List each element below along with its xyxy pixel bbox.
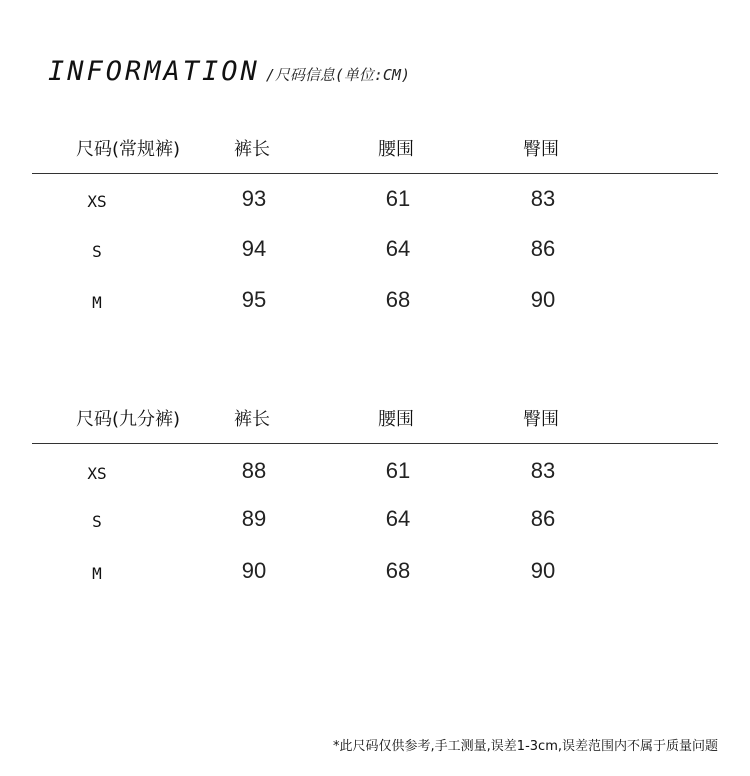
- table-row: [32, 558, 718, 588]
- table-header: [32, 135, 718, 175]
- header-size: 尺码(九分裤): [76, 409, 181, 430]
- hip-value: 90: [530, 558, 556, 583]
- table-row: [32, 506, 718, 536]
- waist-value: 61: [385, 186, 411, 211]
- title-main: INFORMATION: [48, 56, 260, 87]
- header-hip: 臀围: [523, 409, 559, 430]
- waist-value: 64: [385, 236, 411, 261]
- hip-value: 86: [530, 506, 556, 531]
- size-label: M: [92, 564, 102, 583]
- hip-value: 90: [530, 287, 556, 312]
- waist-value: 68: [385, 558, 411, 583]
- table-row: [32, 287, 718, 317]
- header-divider: [32, 443, 718, 444]
- waist-value: 61: [385, 458, 411, 483]
- size-table-regular: [32, 135, 718, 312]
- header-waist: 腰围: [378, 139, 414, 160]
- table-row: [32, 236, 718, 266]
- header-waist: 腰围: [378, 409, 414, 430]
- length-value: 93: [241, 186, 267, 211]
- header-length: 裤长: [234, 139, 270, 160]
- waist-value: 64: [385, 506, 411, 531]
- size-label: XS: [87, 464, 107, 483]
- disclaimer-note: *此尺码仅供参考,手工测量,误差1-3cm,误差范围内不属于质量问题: [333, 739, 718, 754]
- length-value: 95: [241, 287, 267, 312]
- waist-value: 68: [385, 287, 411, 312]
- length-value: 94: [241, 236, 267, 261]
- header-hip: 臀围: [523, 139, 559, 160]
- hip-value: 83: [530, 186, 556, 211]
- size-label: S: [92, 242, 102, 261]
- table-row: [32, 186, 718, 216]
- title-subtitle: /尺码信息(单位:CM): [265, 66, 410, 84]
- header-size: 尺码(常规裤): [76, 139, 181, 160]
- size-label: M: [92, 293, 102, 312]
- table-row: [32, 458, 718, 488]
- header-divider: [32, 173, 718, 174]
- size-table-cropped: [32, 405, 718, 583]
- size-label: XS: [87, 192, 107, 211]
- hip-value: 86: [530, 236, 556, 261]
- page-title: [48, 56, 410, 87]
- hip-value: 83: [530, 458, 556, 483]
- length-value: 89: [241, 506, 267, 531]
- table-header: [32, 405, 718, 445]
- length-value: 88: [241, 458, 267, 483]
- header-length: 裤长: [234, 409, 270, 430]
- size-label: S: [92, 512, 102, 531]
- length-value: 90: [241, 558, 267, 583]
